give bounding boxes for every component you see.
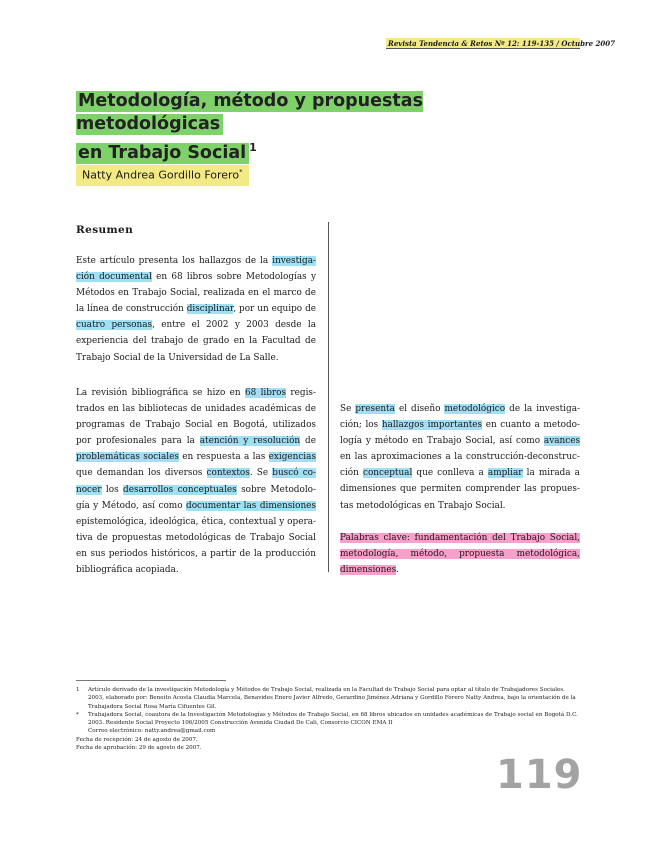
highlight-blue: metodológico bbox=[444, 404, 506, 414]
text-run: epistemológica, ideológica, ética, contextual y opera- tiva de propuestas metodológicas de Trabajo Social en sus periodos históricos, a partir de la producción bibliográfica acopiada. bbox=[76, 516, 316, 576]
text-run: regis- trados en las bibliotecas de unidades académicas de programas de Trabajo Social en Bogotá, utilizados por profesionales para la bbox=[76, 388, 316, 447]
page-number: 119 bbox=[496, 752, 583, 798]
journal-citation: Revista Tendencia & Retos Nº 12: 119-135 / Octubre 2007 bbox=[388, 39, 616, 48]
text-run: sobre Metodolo- gía y Método, así como bbox=[76, 484, 317, 511]
text-run: . Se bbox=[249, 468, 273, 479]
highlight-blue: exigencias bbox=[268, 452, 316, 463]
text-run: Se bbox=[340, 404, 356, 414]
keywords-paragraph bbox=[340, 530, 580, 578]
highlight-blue: atención y resolución bbox=[199, 436, 301, 447]
highlight-blue: documentar las dimensiones bbox=[186, 500, 316, 511]
title-line-2: en Trabajo Social bbox=[76, 143, 249, 164]
text-run: La revisión bibliográfica se hizo en bbox=[76, 388, 245, 398]
text-run: los bbox=[101, 484, 124, 495]
email-text: Correo electrónico: natty.andrea@gmail.com bbox=[88, 728, 216, 735]
highlight-blue: investiga- ción documental bbox=[76, 256, 316, 283]
keywords-label: Palabras clave bbox=[340, 533, 407, 543]
journal-rule bbox=[386, 48, 580, 49]
highlight-blue: avances bbox=[543, 436, 580, 447]
keywords-highlight bbox=[340, 533, 580, 575]
footnotes bbox=[76, 686, 581, 752]
author-footnote-mark: * bbox=[239, 168, 243, 176]
highlight-blue: problemáticas sociales bbox=[76, 452, 179, 463]
text-run: en 68 libros sobre Metodologías y Métodos en Trabajo Social, realizada en el marco de la línea de construcción bbox=[76, 272, 316, 315]
column-divider bbox=[328, 222, 329, 572]
text-run: en respuesta a las bbox=[178, 452, 269, 463]
highlight-blue: buscó co- nocer bbox=[76, 468, 317, 495]
highlight-blue: contextos bbox=[206, 468, 250, 479]
abstract-paragraph-1 bbox=[76, 253, 316, 366]
text-run: . bbox=[396, 565, 399, 576]
text-run: en cuanto a metodo- logía y método en Trabajo Social, así como bbox=[340, 420, 580, 447]
text-run: , por un equipo de bbox=[233, 304, 316, 315]
footnote-text: Trabajadora Social, coautora de la Investigación Metodologías y Métodos de Trabajo Social, en 68 libros ubicados en unidades académicas de Trabajo social en Bogotá D.C. 2003. Residente Social Proyecto 106/2005 Construcción Avenida Ciudad De Cali, Consorcio CICON EMA II bbox=[88, 711, 578, 727]
highlight-blue: presenta bbox=[355, 404, 395, 414]
author-name-text: Natty Andrea Gordillo Forero bbox=[82, 168, 240, 182]
footnote-rule bbox=[76, 680, 226, 681]
text-run: el diseño bbox=[394, 404, 445, 414]
footnote-mark: * bbox=[76, 711, 79, 718]
text-run: en las aproximaciones a la construcción-deconstruc- ción bbox=[340, 452, 580, 479]
text-run: , entre el 2002 y 2003 desde la experiencia del trabajo de grado en la Facultad de Trabajo Social de la Universidad de La Salle. bbox=[76, 320, 316, 363]
text-run: que demandan los diversos bbox=[76, 468, 207, 479]
article-title bbox=[76, 90, 576, 165]
author-name bbox=[76, 165, 249, 186]
section-heading-resumen: Resumen bbox=[76, 224, 134, 236]
footnote-2 bbox=[76, 711, 581, 728]
footnote-1 bbox=[76, 686, 581, 711]
keywords-list: : fundamentación del Trabajo Social, metodología, método, propuesta metodológica, dimensiones bbox=[340, 533, 580, 576]
footnote-email bbox=[76, 727, 581, 735]
title-line-1: Metodología, método y propuestas metodológicas bbox=[76, 91, 423, 134]
highlight-blue: hallazgos importantes bbox=[381, 420, 483, 431]
highlight-blue: ampliar bbox=[487, 468, 523, 479]
highlight-blue: conceptual bbox=[362, 468, 413, 479]
approved-date: Fecha de aprobación: 29 de agosto de 2007. bbox=[76, 745, 202, 752]
received-date: Fecha de recepción: 24 de agosto de 2007. bbox=[76, 736, 198, 743]
highlight-blue: desarrollos conceptuales bbox=[123, 484, 237, 495]
text-run: que conlleva a bbox=[412, 468, 488, 479]
text-run: Este artículo presenta los hallazgos de la bbox=[76, 256, 273, 266]
highlight-blue: disciplinar bbox=[186, 304, 234, 315]
text-run: la mirada a dimensiones que permiten comprender las propues- tas metodológicas en Trabajo Social. bbox=[340, 468, 580, 511]
footnote-text: Artículo derivado de la investigación Metodología y Métodos de Trabajo Social, realizada en la Facultad de Trabajo Social para optar al título de Trabajadores Sociales. 2003, elaborado por: Beneito Acosta Claudia Marcela, Benavides Enero Javier Alfredo, Gerardino Jiménez Adriana y Gordillo Forero Natty Andrea, bajo la orientación de la Trabajadora Social Rosa María Cifuentes Gil. bbox=[88, 687, 576, 710]
highlight-blue: cuatro personas bbox=[76, 320, 153, 331]
highlight-blue: 68 libros bbox=[244, 388, 287, 398]
abstract-paragraph-3 bbox=[340, 401, 580, 514]
footnote-mark: 1 bbox=[76, 687, 80, 693]
text-run: de bbox=[300, 436, 316, 447]
text-run: de la investiga- ción; los bbox=[340, 404, 580, 431]
title-footnote-mark: 1 bbox=[249, 141, 257, 154]
abstract-paragraph-2 bbox=[76, 385, 316, 578]
